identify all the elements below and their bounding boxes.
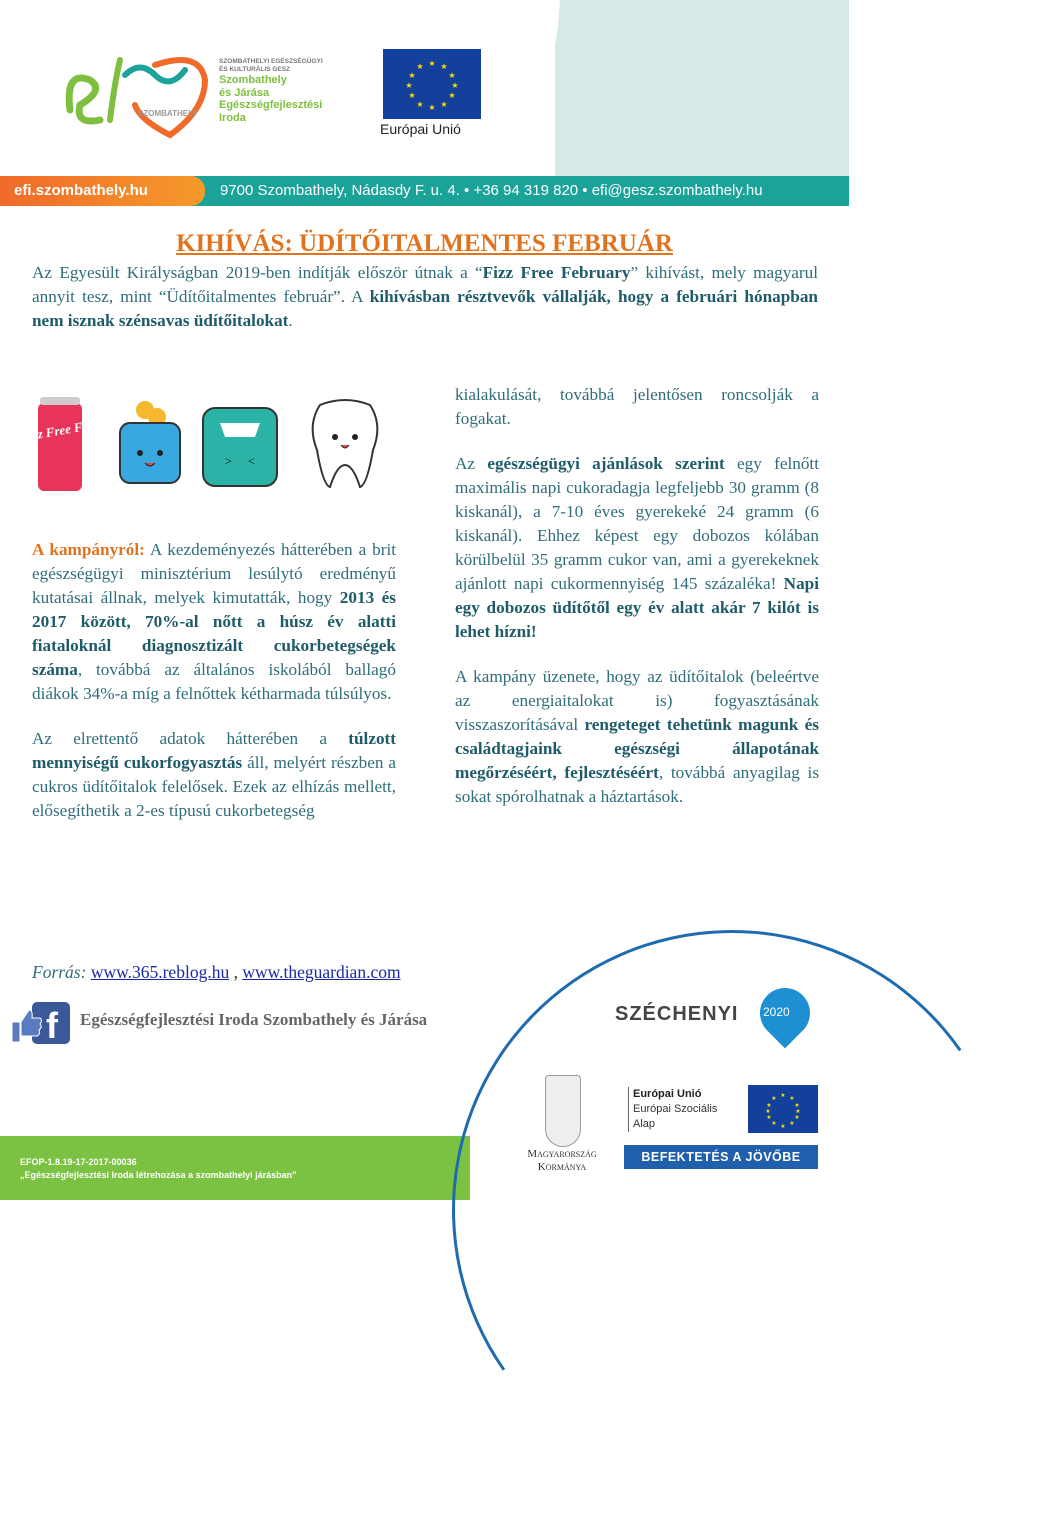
- government-label: Magyarország Kormánya: [527, 1148, 597, 1173]
- message-paragraph: A kampány üzenete, hogy az üdítőitalok (beleértve az energiaitalokat is) fogyasztásának visszaszorításával rengeteget tehetünk magunk és családtagjaink egészségi állapotának megőrzéséért, fejlesztéséért, továbbá anyagilag is sokat spórolhatnak a háztartások.: [455, 667, 820, 806]
- svg-text:f: f: [46, 1005, 58, 1046]
- svg-text:★: ★: [780, 1093, 786, 1099]
- eu-label: Európai Unió: [380, 121, 461, 137]
- svg-text:★: ★: [448, 91, 456, 100]
- eu-flag-small-icon: [748, 1085, 818, 1133]
- svg-text:★: ★: [428, 59, 436, 68]
- sources: Forrás: www.365.reblog.hu , www.theguardian.com: [32, 962, 401, 982]
- svg-text:★: ★: [416, 62, 424, 71]
- svg-text:★: ★: [771, 1121, 777, 1127]
- campaign-paragraph: A kampányról: A kezdeményezés hátterében a brit egészségügyi minisztérium lesúlytó eredményű kutatásai állnak, melyek kimutatták, hogy 2013 és 2017 között, 70%-al nőtt a húsz év alatti fiataloknál diagnosztizált cukorbetegségek száma, továbbá az általános iskolából ballagó diákok 34%-a míg a felnőttek kétharmada túlsúlyos.: [32, 540, 396, 703]
- svg-text:★: ★: [780, 1124, 786, 1130]
- svg-text:★: ★: [766, 1103, 772, 1109]
- eu-flag-icon: [383, 49, 481, 119]
- decorative-arc: [408, 886, 1056, 1534]
- page-title: KIHÍVÁS: ÜDÍTŐITALMENTES FEBRUÁR: [176, 230, 673, 257]
- source-link-guardian[interactable]: www.theguardian.com: [242, 962, 401, 982]
- slogan-banner: BEFEKTETÉS A JÖVŐBE: [624, 1145, 818, 1169]
- tooth-icon: [305, 395, 385, 495]
- wallet-icon: [115, 395, 185, 495]
- header-background: [555, 0, 849, 176]
- intro-paragraph: Az Egyesült Királyságban 2019-ben indítják először útnak a “Fizz Free February” kihívást, mely magyarul annyit tesz, mint “Üdítőitalmentes február”. A kihívásban résztvevők vállalják, hogy a februári hónapban nem isznak szénsavas üdítőitalokat.: [32, 263, 819, 330]
- project-banner: EFOP-1.8.19-17-2017-00036 „Egészségfejlesztési Iroda létrehozása a szombathelyi járásban”: [0, 1136, 470, 1200]
- svg-text:★: ★: [448, 71, 456, 80]
- right-column: [455, 383, 819, 830]
- svg-text:★: ★: [440, 100, 448, 109]
- recommendation-paragraph: Az egészségügyi ajánlások szerint egy felnőtt maximális napi cukoradagja legfeljebb 30 gramm (8 kiskanál), a 7-10 éves gyerekeké 24 gramm (6 kiskanál). Ehhez képest egy dobozos kólában körülbelül 35 gramm cukor van, ami a gyerekeknek ajánlott napi cukormennyiség 145 százaléka! Napi egy dobozos üdítőtől egy év alatt akár 7 kilót is lehet hízni!: [455, 454, 819, 641]
- facebook-page-name[interactable]: Egészségfejlesztési Iroda Szombathely és Járása: [80, 1010, 428, 1029]
- svg-text:★: ★: [765, 1109, 771, 1115]
- svg-text:★: ★: [795, 1109, 801, 1115]
- source-link-reblog[interactable]: www.365.reblog.hu: [90, 962, 230, 982]
- hungarian-crest-icon: [545, 1075, 581, 1147]
- svg-text:★: ★: [789, 1096, 795, 1102]
- contact-bar: [0, 176, 849, 206]
- contact-info: 9700 Szombathely, Nádasdy F. u. 4. • +36 94 319 820 • efi@gesz.szombathely.hu: [220, 182, 763, 199]
- svg-text:SZOMBATHELY: SZOMBATHELY: [138, 109, 198, 118]
- svg-text:★: ★: [771, 1096, 777, 1102]
- svg-text:★: ★: [440, 62, 448, 71]
- svg-text:★: ★: [794, 1103, 800, 1109]
- illustrations: [19, 395, 400, 495]
- left-column: [32, 538, 396, 844]
- svg-text:Fizz Free Feb: Fizz Free Feb: [19, 416, 96, 445]
- svg-text:★: ★: [451, 81, 459, 90]
- szechenyi-logo: SZÉCHENYI: [615, 1003, 739, 1025]
- svg-text:★: ★: [416, 100, 424, 109]
- website-link[interactable]: efi.szombathely.hu: [0, 176, 205, 206]
- svg-text:★: ★: [766, 1115, 772, 1121]
- svg-text:★: ★: [428, 103, 436, 112]
- svg-text:>: >: [225, 454, 232, 468]
- sugar-paragraph: Az elrettentő adatok hátterében a túlzott mennyiségű cukorfogyasztás áll, melyért részben a cukros üdítőitalok felelősek. Ezek az elhízás mellett, elősegíthetik a 2-es típusú cukorbetegség: [32, 729, 396, 820]
- svg-text:<: <: [248, 454, 255, 468]
- continuation-paragraph: kialakulását, továbbá jelentősen roncsolják a fogakat.: [455, 385, 819, 428]
- szechenyi-year: 2020: [763, 1005, 790, 1019]
- svg-text:★: ★: [405, 81, 413, 90]
- eu-fund-label: Európai Unió Európai Szociális Alap: [628, 1087, 717, 1132]
- efi-logo: [60, 50, 220, 140]
- soda-can-icon: [19, 395, 96, 495]
- scale-icon: [200, 405, 280, 490]
- org-name: SZOMBATHELYI EGÉSZSÉGÜGYI ÉS KULTURÁLIS GESZ Szombathely és Járása Egészségfejlesztési Iroda: [219, 58, 323, 124]
- svg-text:★: ★: [789, 1121, 795, 1127]
- svg-text:★: ★: [408, 91, 416, 100]
- svg-text:★: ★: [408, 71, 416, 80]
- svg-text:★: ★: [794, 1115, 800, 1121]
- facebook-like-icon[interactable]: [10, 1000, 70, 1046]
